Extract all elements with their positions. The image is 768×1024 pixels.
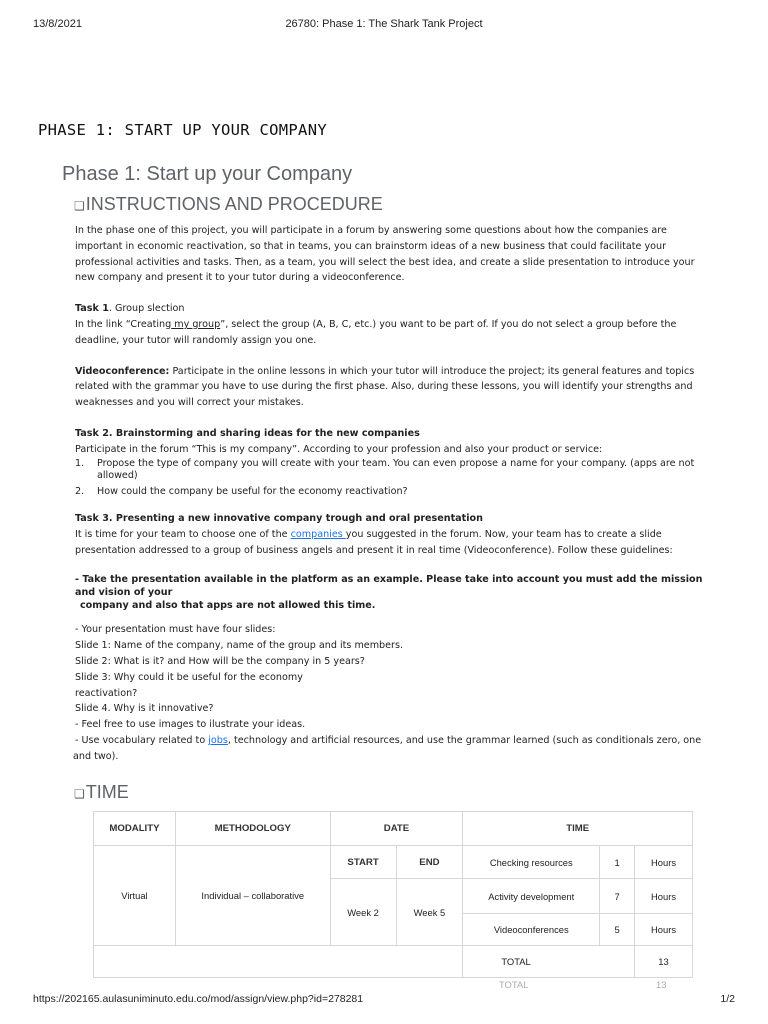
- task1-text-after: ”, select the group (A, B, C, etc.) you want to be part of. If you do not select a group before the deadline, your tutor will randomly assign you one.: [75, 318, 677, 346]
- end-cell: Week 5: [396, 879, 463, 946]
- list-item: [75, 486, 715, 499]
- task1-heading: [75, 301, 715, 317]
- print-header-date: 13/8/2021: [33, 18, 82, 30]
- vocab-text-after: , technology and artificial resources, and use the grammar learned (such as conditionals zero, one: [227, 735, 702, 747]
- modality-cell: Virtual: [94, 846, 176, 946]
- unit-cell: Hours: [635, 914, 693, 946]
- activity-cell: Checking resources: [463, 846, 600, 879]
- print-footer-url: https://202165.aulasuniminuto.edu.co/mod/assign/view.php?id=278281: [33, 993, 364, 1005]
- activity-cell: Videoconferences: [463, 914, 600, 946]
- amount-cell: 1: [600, 846, 635, 879]
- list-number: 2.: [75, 485, 85, 497]
- print-header-title: 26780: Phase 1: The Shark Tank Project: [285, 18, 483, 30]
- vocabulary-line-2: and two).: [73, 750, 119, 762]
- task3-bold-note-line1: - Take the presentation available in the platform as an example. Please take into account you must add the mission and vision of your: [75, 574, 703, 599]
- intro-paragraph: In the phase one of this project, you will participate in a forum by answering some questions about how the companies are important in economic reactivation, so that in teams, you can brainstorm ideas of a new business that could facilitate your professional activities and tasks. Then, as a team, you will select the best idea, and create a slide presentation to introduce your new company and present it to your tutor during a videoconference.: [75, 225, 695, 284]
- header-methodology: METHODOLOGY: [175, 812, 330, 846]
- guideline-line: Slide 4. Why is it innovative?: [75, 703, 214, 715]
- vocab-text-before: - Use vocabulary related to: [75, 735, 209, 747]
- time-title-text: TIME: [85, 782, 129, 802]
- guideline-line: Slide 2: What is it? and How will be the company in 5 years?: [75, 656, 365, 668]
- total-empty-cell: [94, 946, 463, 978]
- amount-cell: 7: [600, 879, 635, 914]
- unit-cell: Hours: [635, 846, 693, 879]
- task1-text-before: In the link “Creating: [75, 318, 172, 330]
- list-text: How could the company be useful for the economy reactivation?: [97, 485, 408, 497]
- phase-heading: Phase 1: Start up your Company: [62, 163, 353, 185]
- my-group-link[interactable]: my group: [171, 318, 221, 330]
- guideline-line: - Your presentation must have four slides:: [75, 624, 276, 636]
- vocabulary-line: [75, 733, 715, 749]
- task3-text: [75, 527, 715, 559]
- header-date: DATE: [330, 812, 463, 846]
- guideline-line: reactivation?: [75, 687, 138, 699]
- task2-list: [75, 458, 715, 499]
- task3-text-after: you suggested in the forum. Now, your team has to create a slide presentation addressed to a group of business angels and present it in real time (Videoconference). Follow these guidelines:: [75, 528, 673, 556]
- total-label: TOTAL: [463, 946, 635, 978]
- total-value-ghost: 13: [656, 979, 667, 990]
- unit-cell: Hours: [635, 879, 693, 914]
- instructions-title-text: INSTRUCTIONS AND PROCEDURE: [85, 194, 383, 214]
- companies-link[interactable]: companies: [290, 528, 346, 540]
- checkbox-bullet-icon: ❑: [74, 199, 85, 213]
- time-section-title: [74, 782, 129, 803]
- list-text: Propose the type of company you will create with your team. You can even propose a name for your company. (apps are not allowed): [97, 457, 695, 482]
- total-value: 13: [635, 946, 693, 978]
- task1-title: . Group slection: [108, 303, 185, 315]
- list-number: 1.: [75, 457, 85, 469]
- task3-title: Task 3. Presenting a new innovative company trough and oral presentation: [75, 513, 483, 525]
- jobs-link[interactable]: jobs: [208, 735, 228, 747]
- methodology-cell: Individual – collaborative: [175, 846, 330, 946]
- instructions-section-title: [74, 194, 383, 215]
- task1-label: Task 1: [75, 303, 109, 315]
- header-time: TIME: [463, 812, 693, 846]
- guideline-line: - Feel free to use images to ilustrate your ideas.: [75, 719, 306, 731]
- task3-bold-note-line2: company and also that apps are not allowed this time.: [80, 600, 376, 612]
- task2-title: Task 2. Brainstorming and sharing ideas for the new companies: [75, 427, 420, 439]
- main-heading: PHASE 1: START UP YOUR COMPANY: [38, 121, 327, 139]
- start-cell: Week 2: [330, 879, 396, 946]
- amount-cell: 5: [600, 914, 635, 946]
- videoconference-text: Participate in the online lessons in which your tutor will introduce the project; its general features and topics related with the grammar you have to use during the first phase. Also, during these lessons, you will identify your strengths and weaknesses and you will correct your mistakes.: [75, 365, 695, 409]
- task3-text-before: It is time for your team to choose one of the: [75, 528, 291, 540]
- list-item: [75, 458, 715, 483]
- videoconference-label: Videoconference:: [75, 365, 170, 377]
- time-table: [93, 811, 693, 978]
- header-end: END: [396, 846, 463, 879]
- total-label-ghost: TOTAL: [499, 979, 529, 990]
- guideline-line: Slide 3: Why could it be useful for the economy: [75, 671, 303, 683]
- header-start: START: [330, 846, 396, 879]
- videoconference-paragraph: [75, 364, 715, 411]
- activity-cell: Activity development: [463, 879, 600, 914]
- header-modality: MODALITY: [94, 812, 176, 846]
- guideline-line: Slide 1: Name of the company, name of the group and its members.: [75, 640, 404, 652]
- task2-intro: Participate in the forum “This is my company”. According to your profession and also your product or service:: [75, 443, 603, 455]
- instructions-body: [75, 223, 715, 765]
- print-footer-page: 1/2: [720, 993, 735, 1005]
- checkbox-bullet-icon: ❑: [74, 787, 85, 801]
- task1-text: [75, 317, 715, 349]
